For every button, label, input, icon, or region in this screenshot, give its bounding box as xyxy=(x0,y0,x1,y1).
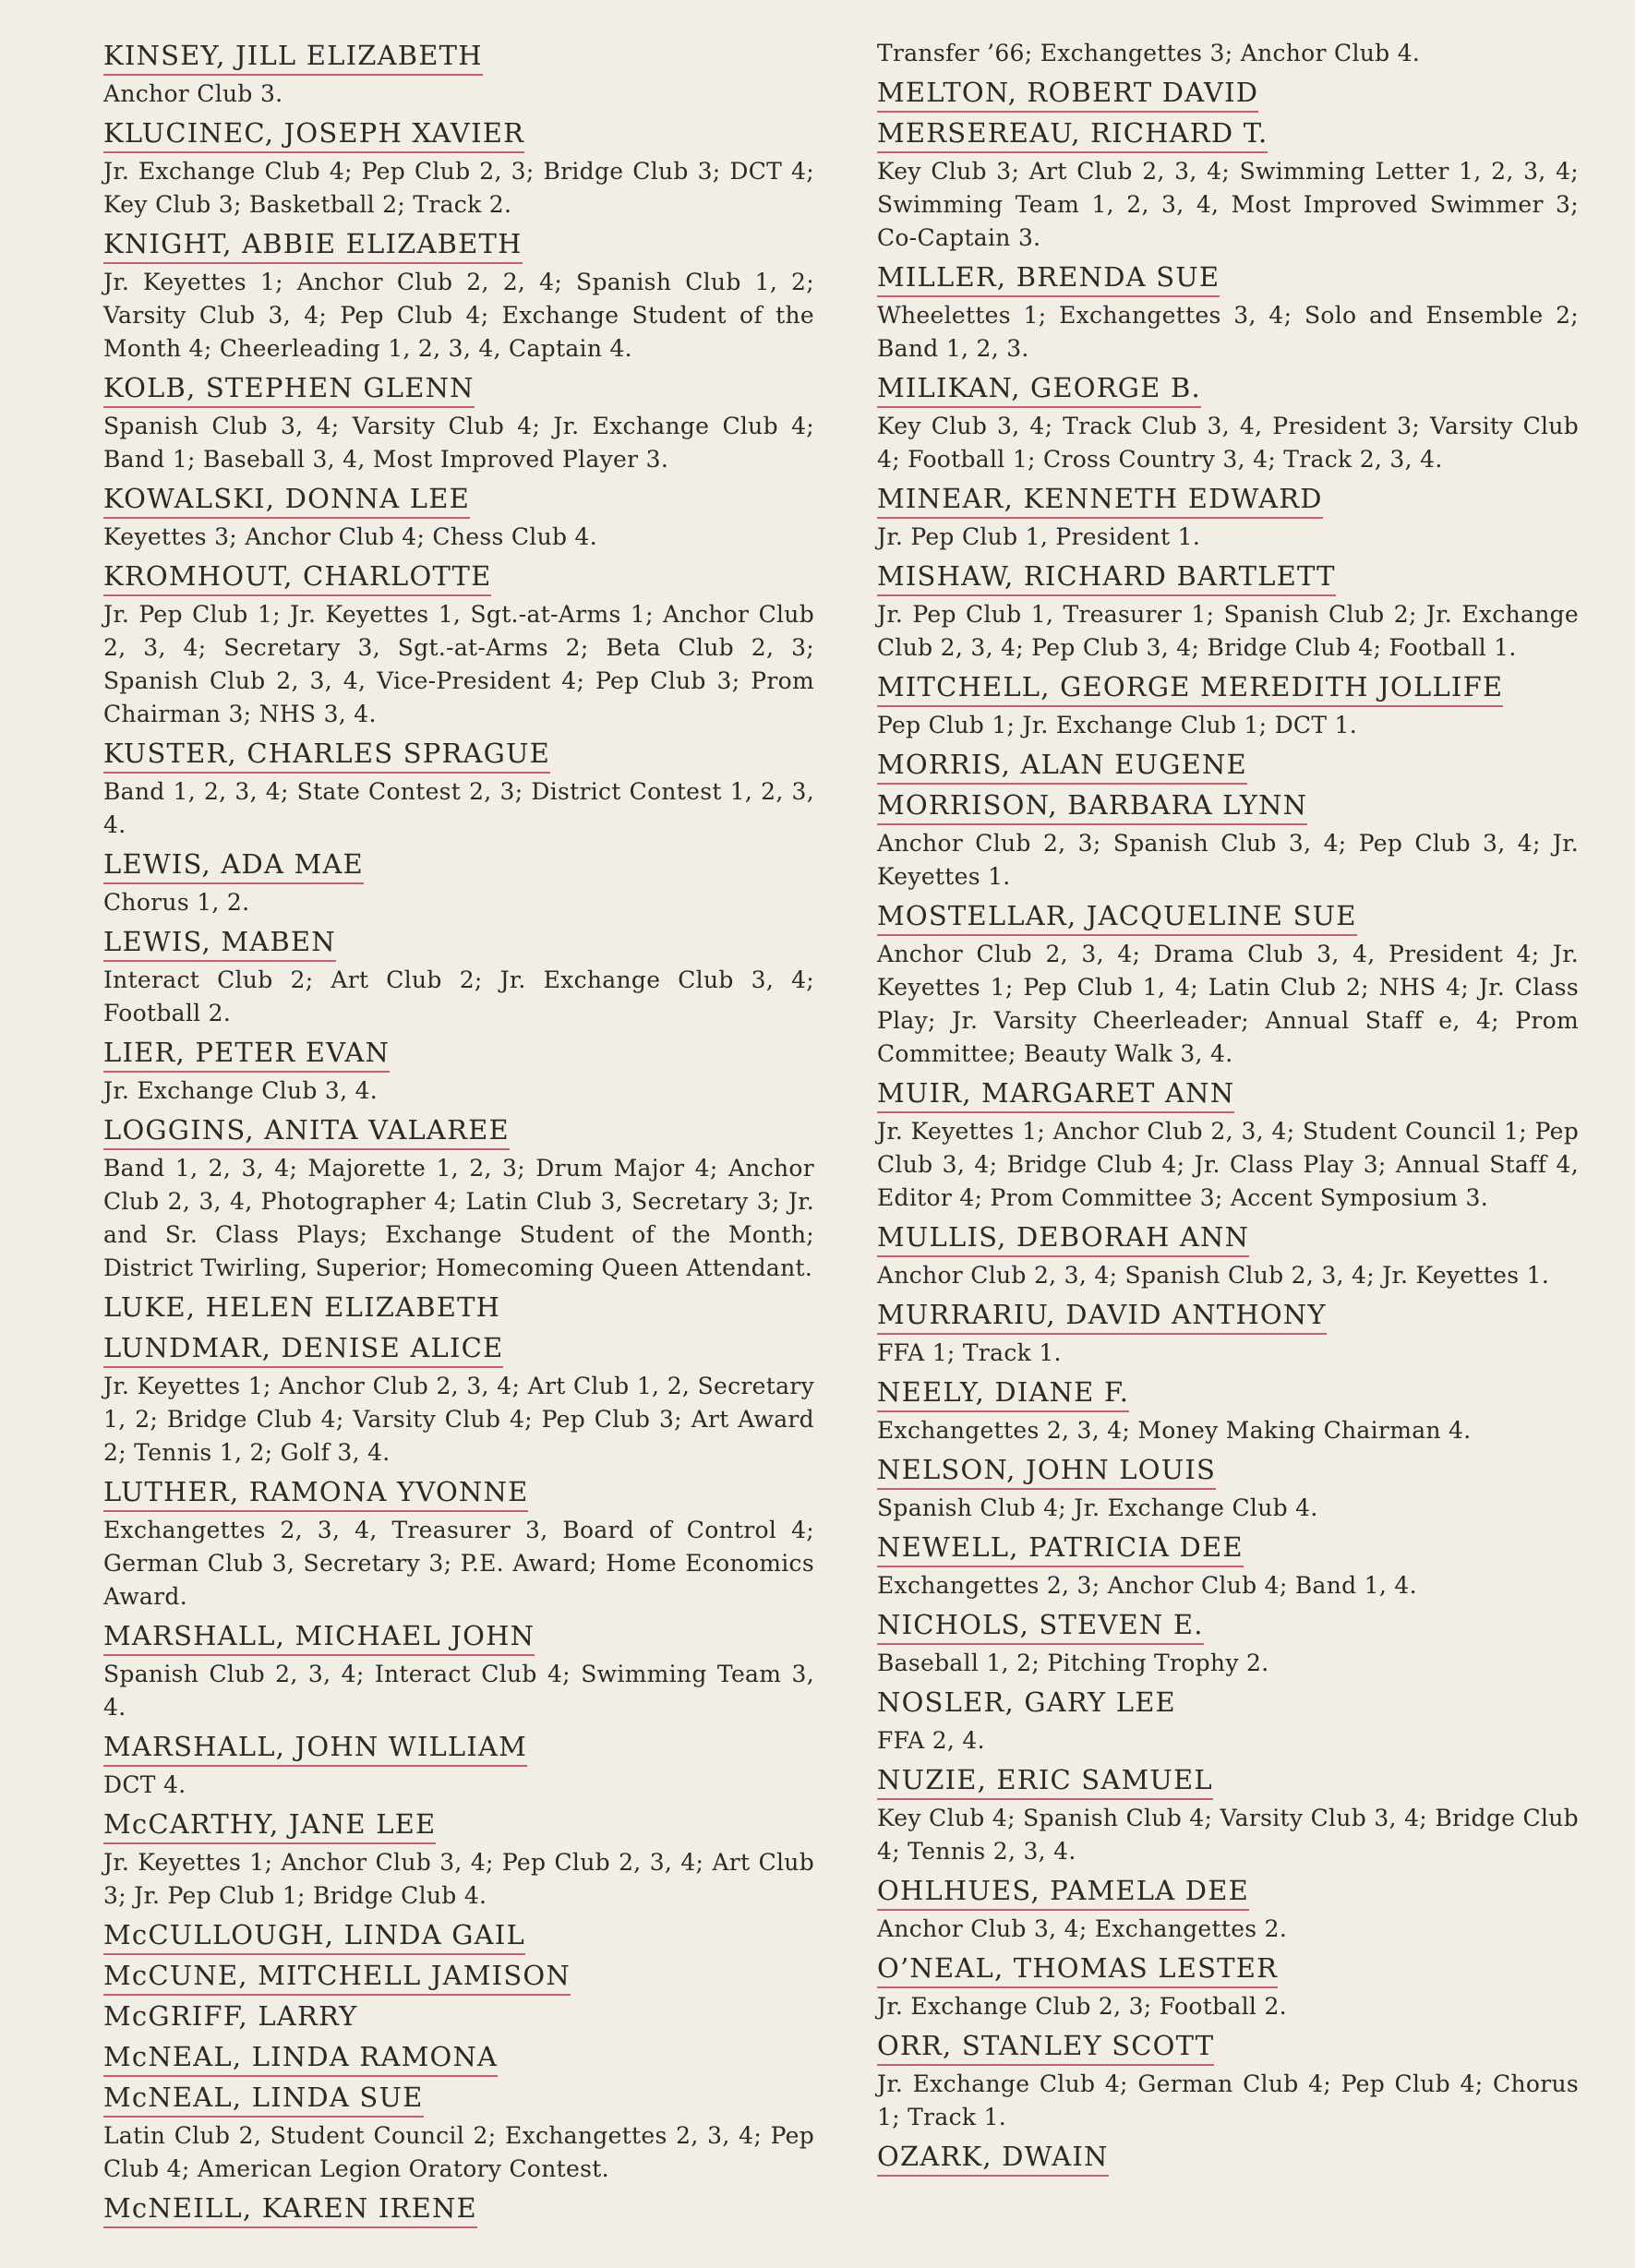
student-activities: Jr. Exchange Club 4; Pep Club 2, 3; Bridge Club 3; DCT 4; Key Club 3; Basketball 2; Track 2. xyxy=(103,158,814,218)
senior-entry xyxy=(103,2038,814,2079)
senior-entry xyxy=(103,369,814,476)
student-activities: Anchor Club 3. xyxy=(103,80,283,107)
student-name: MILIKAN, GEORGE B. xyxy=(877,369,1201,408)
right-column xyxy=(877,37,1579,2178)
student-name: MORRISON, BARBARA LYNN xyxy=(877,786,1307,825)
student-activities: Jr. Keyettes 1; Anchor Club 3, 4; Pep Club 2, 3, 4; Art Club 3; Jr. Pep Club 1; Bridge Club 4. xyxy=(103,1849,814,1909)
senior-entry xyxy=(877,369,1579,476)
student-name: MULLIS, DEBORAH ANN xyxy=(877,1218,1249,1257)
student-name: KROMHOUT, CHARLOTTE xyxy=(103,558,491,596)
senior-entry xyxy=(877,1684,1579,1758)
student-activities: Anchor Club 3, 4; Exchangettes 2. xyxy=(877,1915,1288,1942)
senior-entry xyxy=(103,1473,814,1614)
student-activities: DCT 4. xyxy=(103,1771,186,1798)
student-activities: Pep Club 1; Jr. Exchange Club 1; DCT 1. xyxy=(877,712,1358,738)
student-activities: Chorus 1, 2. xyxy=(103,889,250,916)
student-name: NUZIE, ERIC SAMUEL xyxy=(877,1761,1213,1800)
student-name: LEWIS, MABEN xyxy=(103,923,336,962)
senior-entry xyxy=(103,2190,814,2230)
student-activities: Exchangettes 2, 3; Anchor Club 4; Band 1, 4. xyxy=(877,1572,1417,1599)
senior-entry xyxy=(103,1916,814,1957)
senior-entry xyxy=(877,1374,1579,1447)
student-name: MINEAR, KENNETH EDWARD xyxy=(877,480,1323,519)
senior-entry xyxy=(877,1950,1579,2023)
student-activities: Exchangettes 2, 3, 4, Treasurer 3, Board of Control 4; German Club 3, Secretary 3; P.E. Award; Home Economics Award. xyxy=(103,1517,814,1610)
student-activities: Anchor Club 2, 3, 4; Drama Club 3, 4, President 4; Jr. Keyettes 1; Pep Club 1, 4; Latin Club 2; NHS 4; Jr. Class Play; Jr. Varsity Cheerleader; Annual Staff e, 4; Prom Committee; Beauty Walk 3, 4. xyxy=(877,941,1579,1067)
student-name: KINSEY, JILL ELIZABETH xyxy=(103,37,483,76)
student-name: LOGGINS, ANITA VALAREE xyxy=(103,1111,510,1150)
senior-entry xyxy=(103,1728,814,1802)
student-name: LEWIS, ADA MAE xyxy=(103,846,364,884)
senior-entry xyxy=(103,1329,814,1470)
student-name: OHLHUES, PAMELA DEE xyxy=(877,1872,1249,1911)
student-name: McNEILL, KAREN IRENE xyxy=(103,2190,477,2228)
student-activities: Jr. Exchange Club 2, 3; Football 2. xyxy=(877,1993,1287,2020)
senior-entry xyxy=(877,1872,1579,1946)
student-name: MELTON, ROBERT DAVID xyxy=(877,74,1258,113)
student-name: MITCHELL, GEORGE MEREDITH JOLLIFE xyxy=(877,668,1503,707)
senior-entry xyxy=(103,1998,814,2038)
student-activities: Anchor Club 2, 3; Spanish Club 3, 4; Pep Club 3, 4; Jr. Keyettes 1. xyxy=(877,830,1579,890)
senior-entry xyxy=(877,746,1579,786)
student-name: KNIGHT, ABBIE ELIZABETH xyxy=(103,225,523,264)
student-activities: Spanish Club 2, 3, 4; Interact Club 4; Swimming Team 3, 4. xyxy=(103,1661,814,1721)
student-name: LIER, PETER EVAN xyxy=(103,1034,390,1073)
senior-entry xyxy=(877,1074,1579,1215)
student-activities: Latin Club 2, Student Council 2; Exchangettes 2, 3, 4; Pep Club 4; American Legion Oratory Contest. xyxy=(103,2122,814,2182)
student-activities: Jr. Keyettes 1; Anchor Club 2, 3, 4; Student Council 1; Pep Club 3, 4; Bridge Club 4; Jr. Class Play 3; Annual Staff 4, Editor 4; Prom Committee 3; Accent Symposium 3. xyxy=(877,1118,1579,1211)
senior-entry xyxy=(103,1111,814,1285)
senior-entry xyxy=(877,2027,1579,2134)
student-activities: Jr. Keyettes 1; Anchor Club 2, 2, 4; Spanish Club 1, 2; Varsity Club 3, 4; Pep Club 4; Exchange Student of the Month 4; Cheerleading 1, 2, 3, 4, Captain 4. xyxy=(103,269,814,362)
senior-entry xyxy=(877,1761,1579,1868)
student-name: McCUNE, MITCHELL JAMISON xyxy=(103,1957,571,1996)
senior-entry xyxy=(877,668,1579,742)
student-name: KOWALSKI, DONNA LEE xyxy=(103,480,470,519)
student-activities: Interact Club 2; Art Club 2; Jr. Exchange Club 3, 4; Football 2. xyxy=(103,966,814,1026)
senior-entry xyxy=(877,786,1579,894)
student-activities: Band 1, 2, 3, 4; Majorette 1, 2, 3; Drum Major 4; Anchor Club 2, 3, 4, Photographer 4; Latin Club 3, Secretary 3; Jr. and Sr. Class Plays; Exchange Student of the Month; District Twirling, Superior; Homecoming Queen Attendant. xyxy=(103,1155,814,1281)
senior-entry xyxy=(103,558,814,731)
student-name: MILLER, BRENDA SUE xyxy=(877,258,1220,297)
student-name: LUKE, HELEN ELIZABETH xyxy=(103,1291,501,1323)
student-activities: Wheelettes 1; Exchangettes 3, 4; Solo and Ensemble 2; Band 1, 2, 3. xyxy=(877,302,1579,362)
student-name: McNEAL, LINDA RAMONA xyxy=(103,2038,498,2077)
student-activities: Jr. Exchange Club 4; German Club 4; Pep Club 4; Chorus 1; Track 1. xyxy=(877,2070,1579,2130)
senior-entry xyxy=(103,923,814,1030)
student-name: MOSTELLAR, JACQUELINE SUE xyxy=(877,897,1357,936)
student-activities: Jr. Pep Club 1, Treasurer 1; Spanish Club 2; Jr. Exchange Club 2, 3, 4; Pep Club 3, 4; Bridge Club 4; Football 1. xyxy=(877,601,1579,661)
student-name: McGRIFF, LARRY xyxy=(103,2000,358,2032)
student-name: MISHAW, RICHARD BARTLETT xyxy=(877,558,1336,596)
senior-entry xyxy=(103,1034,814,1108)
senior-entry xyxy=(877,480,1579,554)
student-name: McNEAL, LINDA SUE xyxy=(103,2079,424,2118)
student-name: MARSHALL, JOHN WILLIAM xyxy=(103,1728,527,1767)
senior-entry xyxy=(103,225,814,366)
student-activities: FFA 1; Track 1. xyxy=(877,1339,1062,1366)
student-name: KOLB, STEPHEN GLENN xyxy=(103,369,475,408)
student-name: NELSON, JOHN LOUIS xyxy=(877,1451,1216,1490)
student-activities: Jr. Pep Club 1; Jr. Keyettes 1, Sgt.-at-Arms 1; Anchor Club 2, 3, 4; Secretary 3, Sgt.-at-Arms 2; Beta Club 2, 3; Spanish Club 2, 3, 4, Vice-President 4; Pep Club 3; Prom Chairman 3; NHS 3, 4. xyxy=(103,601,814,727)
student-name: LUTHER, RAMONA YVONNE xyxy=(103,1473,528,1512)
student-name: MORRIS, ALAN EUGENE xyxy=(877,746,1247,785)
student-activities: Key Club 3, 4; Track Club 3, 4, President 3; Varsity Club 4; Football 1; Cross Country 3, 4; Track 2, 3, 4. xyxy=(877,413,1579,473)
student-name: MUIR, MARGARET ANN xyxy=(877,1074,1234,1113)
senior-entry xyxy=(103,114,814,222)
student-name: NEWELL, PATRICIA DEE xyxy=(877,1529,1244,1567)
student-activities: Spanish Club 3, 4; Varsity Club 4; Jr. Exchange Club 4; Band 1; Baseball 3, 4, Most Improved Player 3. xyxy=(103,413,814,473)
senior-entry xyxy=(877,1296,1579,1370)
senior-entry xyxy=(877,114,1579,255)
student-activities: Transfer ’66; Exchangettes 3; Anchor Club 4. xyxy=(877,40,1421,66)
senior-entry xyxy=(103,1617,814,1724)
senior-entry xyxy=(877,1606,1579,1680)
student-activities: Exchangettes 2, 3, 4; Money Making Chairman 4. xyxy=(877,1417,1472,1444)
student-name: NEELY, DIANE F. xyxy=(877,1374,1129,1412)
senior-entry xyxy=(103,846,814,919)
senior-entry xyxy=(877,1451,1579,1525)
student-name: MARSHALL, MICHAEL JOHN xyxy=(103,1617,535,1656)
left-column xyxy=(103,37,814,2230)
student-activities: Jr. Keyettes 1; Anchor Club 2, 3, 4; Art Club 1, 2, Secretary 1, 2; Bridge Club 4; Varsity Club 4; Pep Club 3; Art Award 2; Tennis 1, 2; Golf 3, 4. xyxy=(103,1373,814,1466)
student-activities: Baseball 1, 2; Pitching Trophy 2. xyxy=(877,1650,1269,1676)
senior-entry xyxy=(877,1218,1579,1292)
senior-entry xyxy=(103,480,814,554)
student-activities: Key Club 4; Spanish Club 4; Varsity Club 3, 4; Bridge Club 4; Tennis 2, 3, 4. xyxy=(877,1805,1579,1865)
student-name: ORR, STANLEY SCOTT xyxy=(877,2027,1214,2066)
student-activities: Spanish Club 4; Jr. Exchange Club 4. xyxy=(877,1494,1318,1521)
senior-entry xyxy=(877,37,1579,70)
student-activities: Anchor Club 2, 3, 4; Spanish Club 2, 3, 4; Jr. Keyettes 1. xyxy=(877,1262,1550,1289)
student-name: NICHOLS, STEVEN E. xyxy=(877,1606,1204,1645)
senior-entry xyxy=(103,1289,814,1329)
student-name: MERSEREAU, RICHARD T. xyxy=(877,114,1268,153)
senior-entry xyxy=(103,1957,814,1998)
student-activities: Keyettes 3; Anchor Club 4; Chess Club 4. xyxy=(103,523,597,550)
student-name: McCULLOUGH, LINDA GAIL xyxy=(103,1916,525,1955)
student-name: McCARTHY, JANE LEE xyxy=(103,1806,436,1844)
student-name: NOSLER, GARY LEE xyxy=(877,1686,1176,1718)
student-name: OZARK, DWAIN xyxy=(877,2138,1109,2177)
student-name: KLUCINEC, JOSEPH XAVIER xyxy=(103,114,524,153)
student-activities: Jr. Pep Club 1, President 1. xyxy=(877,523,1201,550)
senior-entry xyxy=(877,74,1579,114)
student-activities: Jr. Exchange Club 3, 4. xyxy=(103,1077,379,1104)
senior-entry xyxy=(877,1529,1579,1602)
student-name: LUNDMAR, DENISE ALICE xyxy=(103,1329,503,1368)
senior-entry xyxy=(103,37,814,111)
student-activities: Key Club 3; Art Club 2, 3, 4; Swimming Letter 1, 2, 3, 4; Swimming Team 1, 2, 3, 4, Most Improved Swimmer 3; Co-Captain 3. xyxy=(877,158,1579,251)
senior-entry xyxy=(103,735,814,842)
student-name: KUSTER, CHARLES SPRAGUE xyxy=(103,735,550,774)
senior-entry xyxy=(877,2138,1579,2178)
senior-entry xyxy=(103,1806,814,1913)
senior-entry xyxy=(877,258,1579,366)
student-name: MURRARIU, DAVID ANTHONY xyxy=(877,1296,1327,1335)
student-activities: Band 1, 2, 3, 4; State Contest 2, 3; District Contest 1, 2, 3, 4. xyxy=(103,778,814,838)
student-activities: FFA 2, 4. xyxy=(877,1727,985,1754)
senior-entry xyxy=(877,897,1579,1071)
senior-entry xyxy=(877,558,1579,665)
student-name: O’NEAL, THOMAS LESTER xyxy=(877,1950,1278,1988)
senior-entry xyxy=(103,2079,814,2186)
